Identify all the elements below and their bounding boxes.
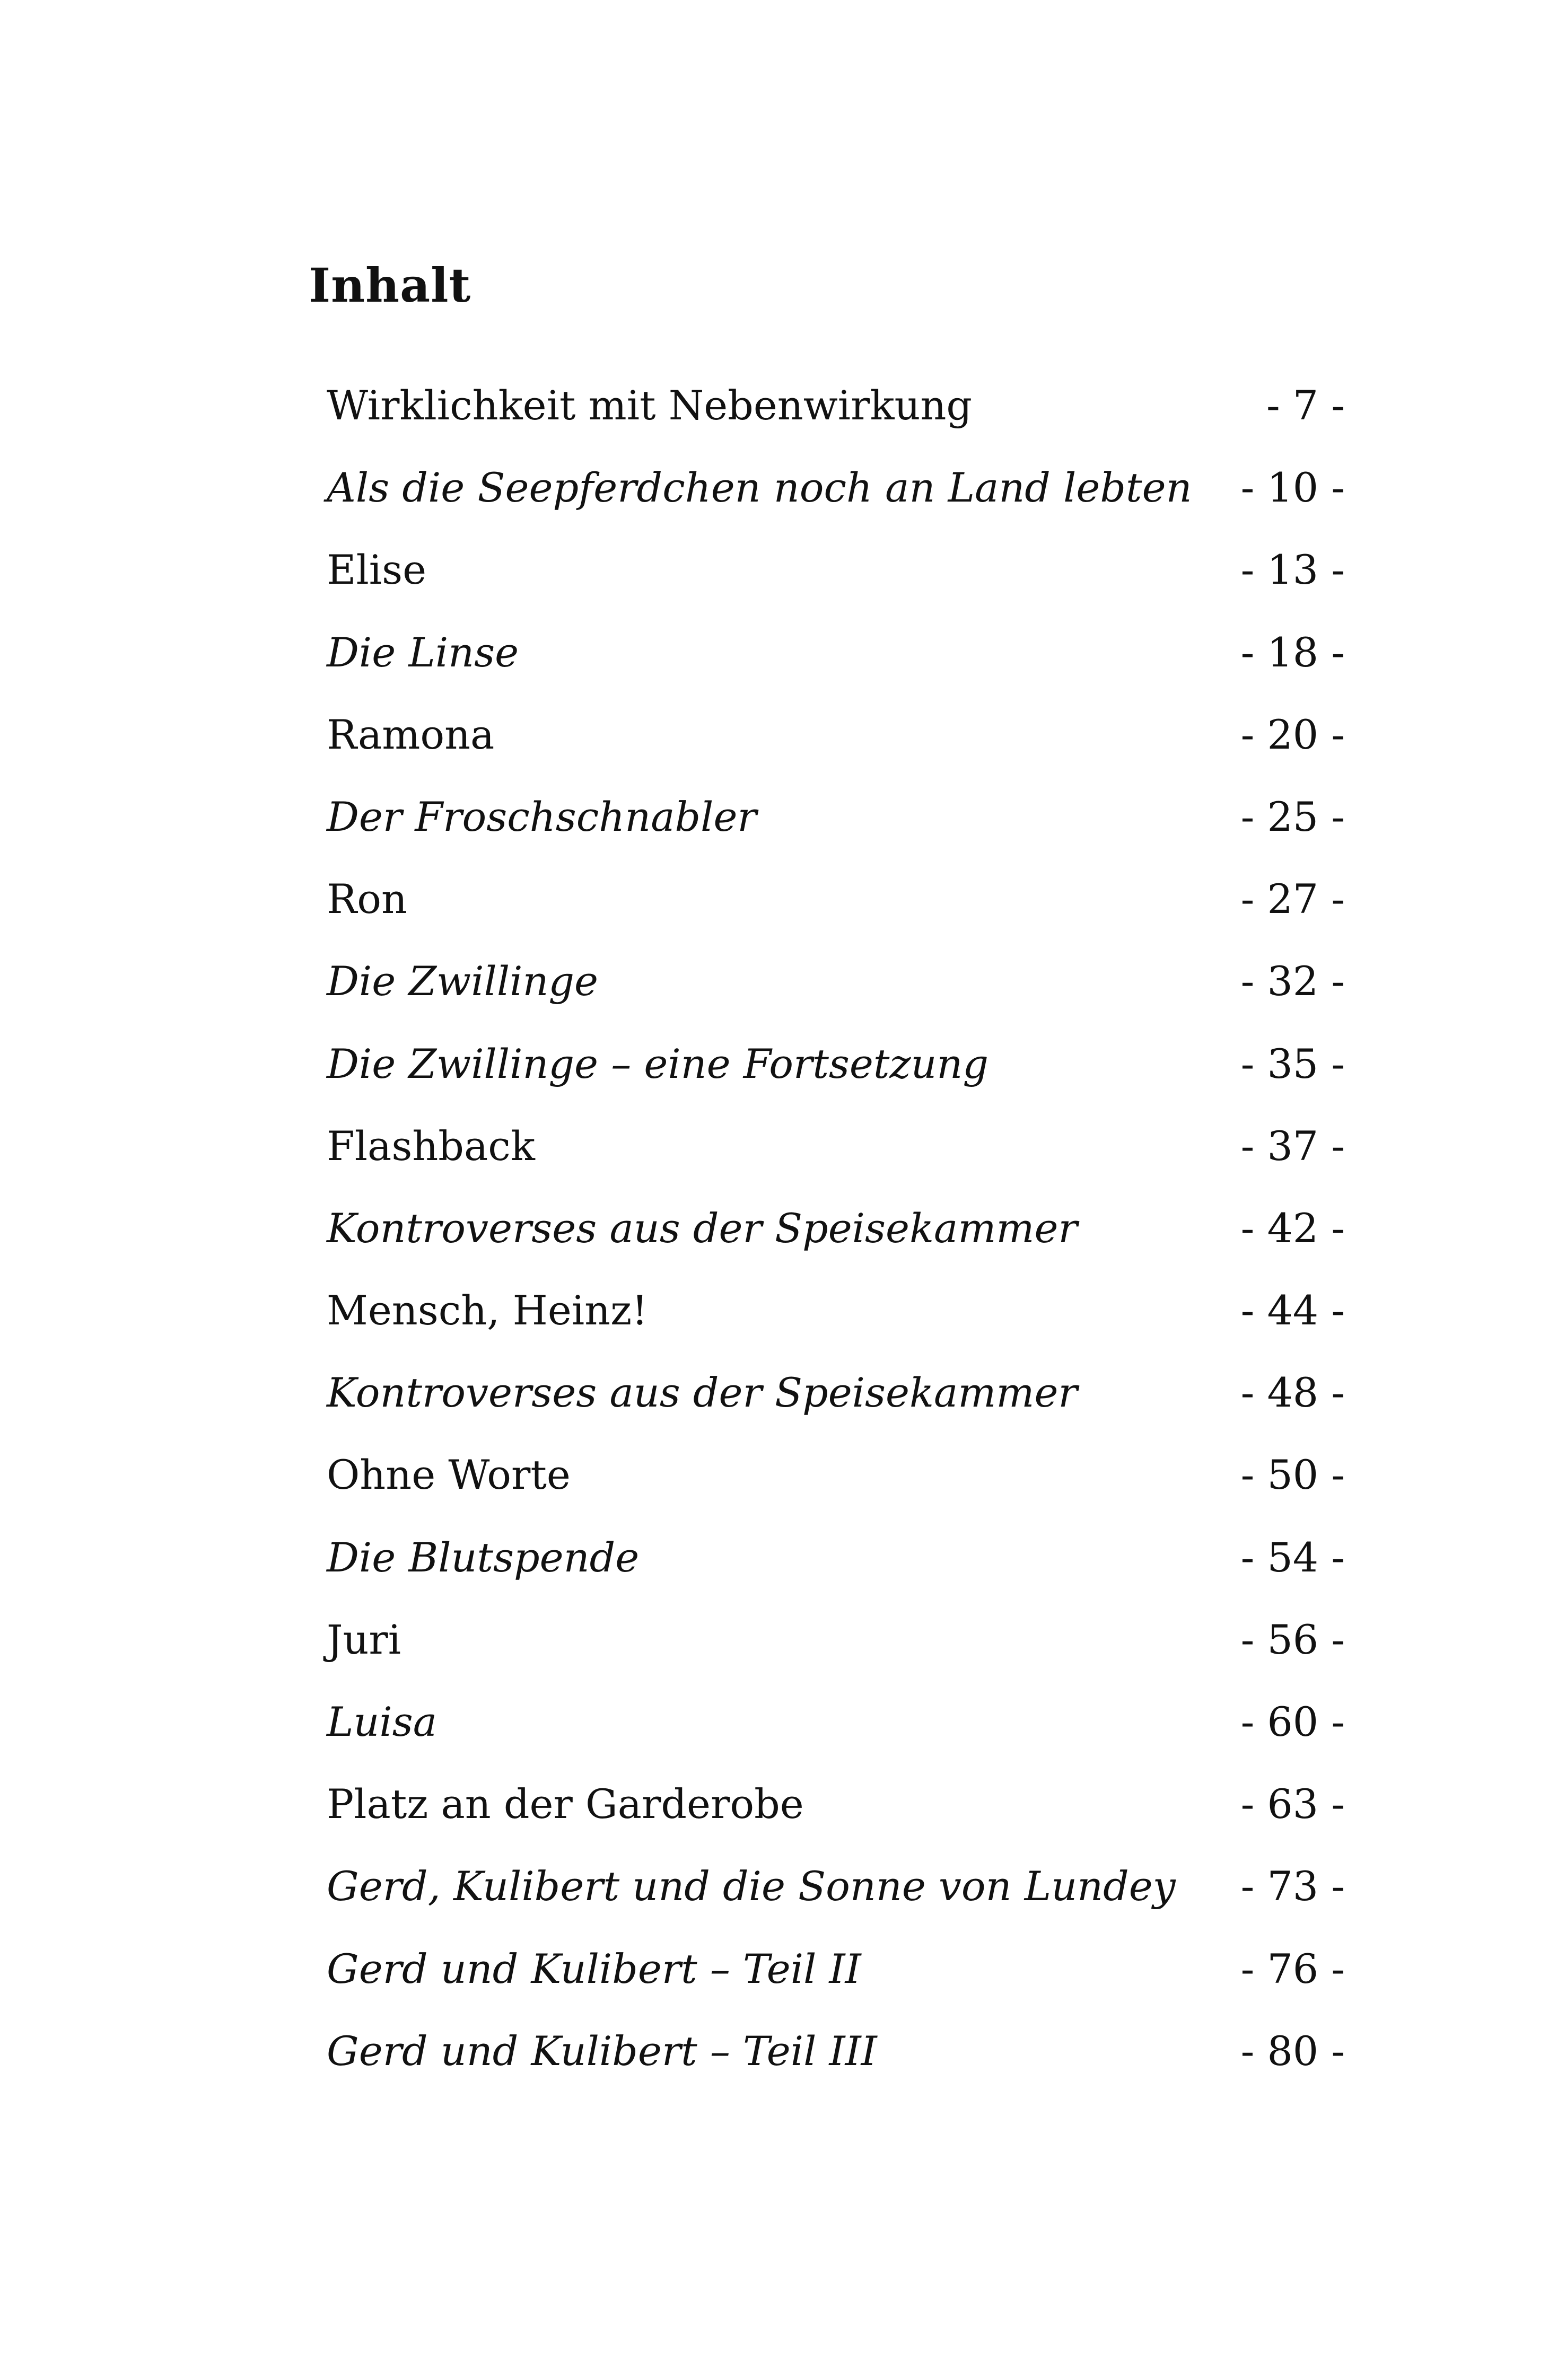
toc-entry-page-number: - 27 - [1240,875,1345,923]
toc-entry-page-number: - 32 - [1240,958,1345,1005]
toc-entry-title: Flashback [327,1122,535,1170]
toc-entry-page-number: - 7 - [1266,382,1345,429]
toc-heading: Inhalt [309,258,471,313]
toc-entry-page-number: - 73 - [1240,1863,1345,1910]
toc-entry [327,1358,1345,1441]
toc-entry [327,783,1345,865]
toc-entry-page-number: - 18 - [1240,628,1345,676]
toc-entry-title: Gerd und Kulibert – Teil III [327,2027,877,2075]
toc-entry [327,1030,1345,1112]
toc-entry [327,1194,1345,1276]
toc-entry-title: Platz an der Garderobe [327,1780,804,1828]
toc-entry-title: Die Linse [327,628,519,676]
toc-entry [327,700,1345,783]
toc-entry-title: Kontroverses aus der Speisekammer [327,1369,1078,1417]
toc-entry-page-number: - 76 - [1240,1945,1345,1992]
toc-entry-title: Die Zwillinge – eine Fortsetzung [327,1040,989,1087]
toc-entry [327,1605,1345,1688]
toc-entry [327,1112,1345,1194]
toc-entry-page-number: - 13 - [1240,546,1345,594]
toc-entry-title: Juri [327,1615,401,1663]
toc-entry-title: Luisa [327,1698,438,1745]
toc-entry-page-number: - 10 - [1240,464,1345,512]
toc-entry-title: Der Froschschnabler [327,793,757,840]
toc-entry-page-number: - 60 - [1240,1698,1345,1745]
toc-entry-title: Als die Seepferdchen noch an Land lebten [327,464,1192,512]
toc-entry [327,1852,1345,1934]
table-of-contents [327,371,1345,2099]
toc-entry [327,618,1345,700]
toc-entry-page-number: - 63 - [1240,1780,1345,1828]
toc-entry-title: Die Zwillinge [327,958,599,1005]
toc-entry [327,865,1345,947]
toc-entry-page-number: - 50 - [1240,1451,1345,1499]
toc-entry-title: Wirklichkeit mit Nebenwirkung [327,382,973,429]
toc-entry-page-number: - 20 - [1240,710,1345,758]
toc-entry-page-number: - 44 - [1240,1287,1345,1334]
toc-entry [327,1523,1345,1605]
toc-entry [327,1688,1345,1770]
toc-entry-page-number: - 25 - [1240,793,1345,840]
toc-entry-title: Mensch, Heinz! [327,1287,648,1334]
toc-entry [327,1441,1345,1523]
toc-entry-title: Die Blutspende [327,1533,640,1581]
toc-entry [327,453,1345,535]
toc-entry [327,371,1345,453]
toc-entry-page-number: - 80 - [1240,2027,1345,2075]
toc-entry-title: Ohne Worte [327,1451,571,1499]
toc-entry-page-number: - 42 - [1240,1204,1345,1252]
toc-entry [327,1770,1345,1852]
toc-entry-title: Kontroverses aus der Speisekammer [327,1204,1078,1252]
toc-entry-page-number: - 56 - [1240,1615,1345,1663]
toc-entry-title: Gerd und Kulibert – Teil II [327,1945,861,1992]
toc-entry-title: Ron [327,875,407,923]
toc-entry-title: Ramona [327,710,495,758]
toc-entry [327,2017,1345,2099]
toc-entry [327,947,1345,1029]
toc-entry-title: Elise [327,546,427,594]
toc-entry-page-number: - 35 - [1240,1040,1345,1087]
toc-entry [327,1935,1345,2017]
toc-entry-page-number: - 48 - [1240,1369,1345,1417]
toc-entry [327,1276,1345,1358]
toc-entry-title: Gerd, Kulibert und die Sonne von Lundey [327,1863,1176,1910]
toc-entry [327,535,1345,618]
toc-entry-page-number: - 37 - [1240,1122,1345,1170]
toc-entry-page-number: - 54 - [1240,1533,1345,1581]
